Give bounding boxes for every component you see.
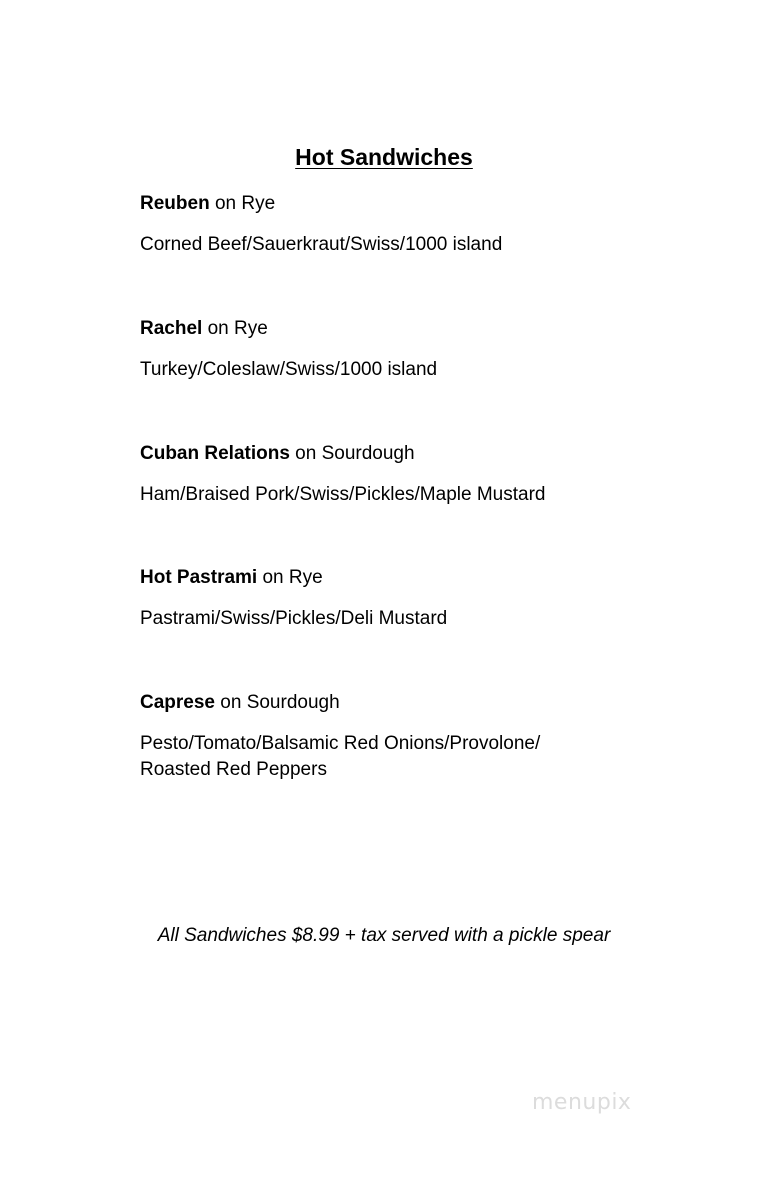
menu-item-description	[140, 232, 700, 258]
menu-item-heading	[140, 316, 700, 342]
menu-item-name: Reuben	[140, 193, 210, 214]
menu-item-reuben	[140, 191, 700, 258]
menu-item-description	[140, 606, 700, 632]
menu-title: Hot Sandwiches	[295, 144, 473, 170]
menu-item-name: Caprese	[140, 692, 215, 713]
menu-item-description	[140, 357, 700, 383]
menu-item-caprese	[140, 690, 700, 783]
menu-item-bread: on Rye	[209, 193, 276, 214]
menu-item-heading	[140, 191, 700, 217]
menu-item-heading	[140, 441, 700, 467]
menu-item-hot-pastrami	[140, 565, 700, 632]
menu-item-description	[140, 482, 700, 508]
menu-price-note: All Sandwiches $8.99 + tax served with a pickle spear	[157, 925, 611, 946]
menu-item-description-line: Pesto/Tomato/Balsamic Red Onions/Provolone/	[140, 733, 541, 754]
menu-item-description	[140, 731, 700, 783]
menu-item-name: Cuban Relations	[140, 443, 290, 464]
menu-item-cuban-relations	[140, 441, 700, 508]
menu-item-description-line: Roasted Red Peppers	[140, 759, 327, 780]
menu-item-description-line: Pastrami/Swiss/Pickles/Deli Mustard	[140, 608, 448, 629]
menu-item-name: Rachel	[140, 318, 203, 339]
menu-item-rachel	[140, 316, 700, 383]
watermark-logo: menupix	[532, 1090, 632, 1115]
menu-item-bread: on Sourdough	[289, 443, 415, 464]
menu-item-description-line: Turkey/Coleslaw/Swiss/1000 island	[140, 359, 438, 380]
menu-item-bread: on Rye	[257, 567, 323, 588]
menu-item-description-line: Ham/Braised Pork/Swiss/Pickles/Maple Mustard	[140, 484, 546, 505]
menu-item-bread: on Sourdough	[215, 692, 340, 713]
menu-item-heading	[140, 690, 700, 716]
menu-item-bread: on Rye	[202, 318, 268, 339]
menu-item-heading	[140, 565, 700, 591]
menu-item-name: Hot Pastrami	[140, 567, 258, 588]
menu-item-description-line: Corned Beef/Sauerkraut/Swiss/1000 island	[140, 234, 503, 255]
